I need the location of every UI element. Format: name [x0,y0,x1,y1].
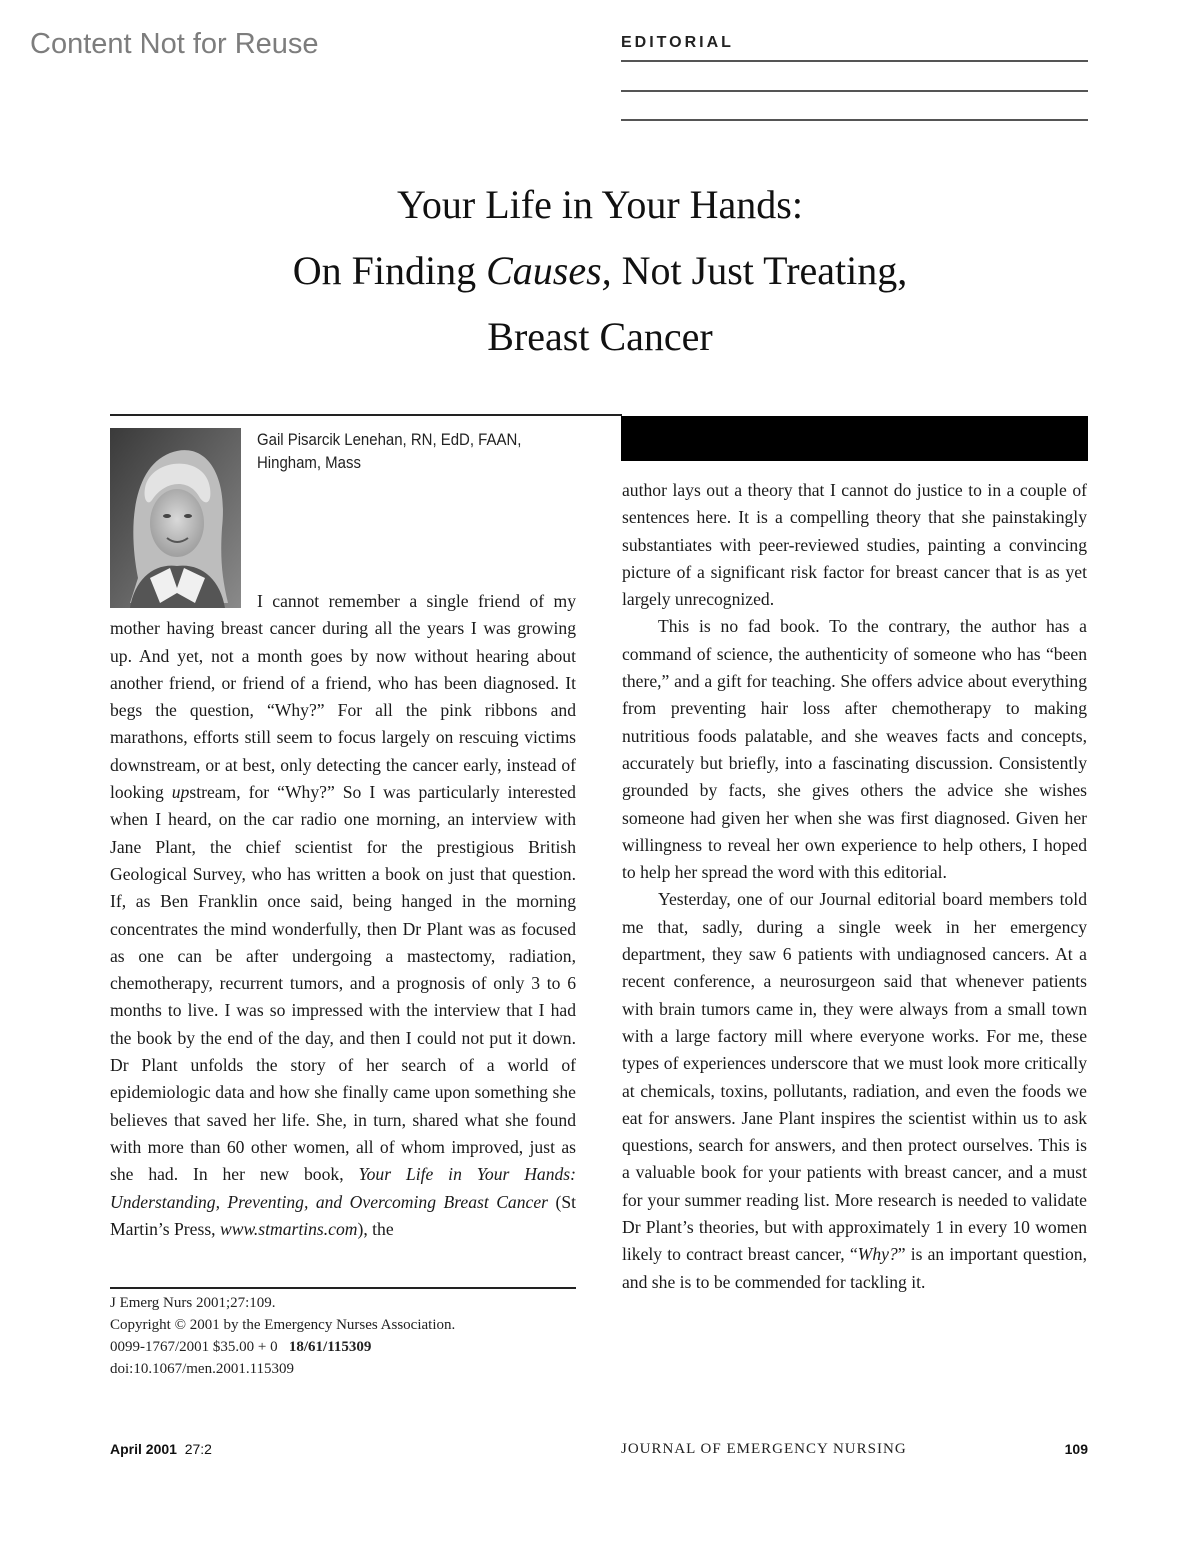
p3-text-b: ” is an important question, and she is to be commended for tackling it. [622,1244,1087,1292]
body-paragraph-2: This is no fad book. To the contrary, the author has a command of science, the authenticity of someone who has “been there,” and a gift for teaching. She offers advice about everything from preventing hair loss after chemotherapy to making nutritious foods palatable, and she weaves facts and concepts, accurately but briefly, into a fascinating discussion. Consistently grounded by facts, she gives others the advice she wishes someone had given her when she was first diagnosed. Given her willingness to reveal her own experience to help others, I hoped to help her spread the word with this editorial. [622,616,1087,883]
section-label: EDITORIAL [621,34,734,51]
header-rule-2 [621,90,1088,92]
title-line-2-b: Not Just Treating, [611,248,908,293]
body-paragraph-3 [622,886,1087,1295]
author-byline [257,428,521,474]
p3-emphasis-why: Why? [857,1244,898,1265]
title-line-2-a: On Finding [292,248,487,293]
p1-book-title: Your Life in Your Hands: Understanding, Preventing, and Overcoming Breast Cancer [110,1164,577,1212]
title-line-1: Your Life in Your Hands: [397,182,803,227]
body-paragraph-1 [110,588,576,1243]
footnote-citation: J Emerg Nurs 2001;27:109. [110,1295,276,1311]
right-column [622,477,1087,1296]
p1-text-b: stream, for “Why?” So I was particularly interested when I heard, on the car radio one morning, an interview with Jane Plant, the chief scientist for the prestigious British Geological Survey, who has written a book on just that question. If, as Ben Franklin once said, being hanged in the morning concentrates the mind wonderfully, then Dr Plant was as focused as one can be after undergoing a mastectomy, radiation, chemotherapy, recurrent tumors, and a prognosis of only 3 to 6 months to live. I was so impressed with the interview that I had the book by the end of the day, and then I could not put it down. Dr Plant unfolds the story of her search of a world of epidemiologic data and how she finally came upon something she believes that saved her life. She, in turn, shared what she found with more than 60 other women, all of whom improved, just as she had. In her new book, [110,782,576,1185]
p1-text-d: ), the [357,1218,394,1239]
title-line-2-em: Causes, [486,248,612,293]
footer-journal: JOURNAL OF EMERGENCY NURSING [621,1441,907,1457]
title-line-3: Breast Cancer [487,314,713,359]
p3-text-a: Yesterday, one of our Journal editorial board members told me that, sadly, during a single week in her emergency department, they saw 6 patients with undiagnosed cancers. At a recent conference, a neurosurgeon said that whenever patients with brain tumors came in, they were always from a small town with a large factory mill where everyone works. For me, these types of experiences underscore that we must look more critically at chemicals, toxins, pollutants, radiation, and even the foods we eat for answers. Jane Plant inspires the scientist within us to ask questions, search for answers, and then protect ourselves. This is a valuable book for your patients with breast cancer, and a must for your summer reading list. More research is needed to validate Dr Plant’s theories, but with approximately 1 in every 10 women likely to contract breast cancer, “ [622,889,1087,1265]
footer-month: April 2001 [110,1441,177,1457]
footnote [110,1292,576,1380]
footer-volume: 27:2 [184,1441,212,1457]
author-photo [110,428,241,608]
author-name: Gail Pisarcik Lenehan, RN, EdD, FAAN, [257,430,522,449]
redaction-bar [621,416,1088,461]
footnote-price-line [110,1336,576,1358]
body-paragraph-1-continued: author lays out a theory that I cannot do justice to in a couple of sentences here. It is a compelling theory that she painstakingly substantiates with peer-reviewed studies, painting a convincing picture of a significant risk factor for breast cancer that is as yet largely unrecognized. [622,480,1087,610]
header-rule-3 [621,119,1088,121]
column-top-rule [110,414,622,416]
left-column [110,588,576,1243]
footnote-copyright: Copyright © 2001 by the Emergency Nurses Association. [110,1317,456,1333]
footer-page-number: 109 [1064,1441,1088,1457]
title-line-2 [0,238,1200,304]
p1-website: www.stmartins.com [219,1218,358,1239]
p1-emphasis-up: up [171,782,190,803]
author-location: Hingham, Mass [257,453,361,472]
p1-text-c: (St Martin’s Press, [110,1191,576,1239]
p1-text-a: I cannot remember a single friend of my mother having breast cancer during all the years I was growing up. And yet, not a month goes by now without hearing about another friend, or friend of a friend, who has been diagnosed. It begs the question, “Why?” For all the pink ribbons and marathons, efforts still seem to focus largely on rescuing victims downstream, or at best, only detecting the cancer early, instead of looking [110,591,576,803]
watermark: Content Not for Reuse [30,28,319,60]
footnote-code: 18/61/115309 [288,1339,372,1355]
footnote-price: 0099-1767/2001 $35.00 + 0 [110,1339,278,1355]
article-title [0,172,1200,370]
footnote-rule [110,1287,576,1289]
footnote-doi: doi:10.1067/men.2001.115309 [110,1361,295,1377]
footer-date [110,1441,212,1457]
header-rule-1 [621,60,1088,62]
